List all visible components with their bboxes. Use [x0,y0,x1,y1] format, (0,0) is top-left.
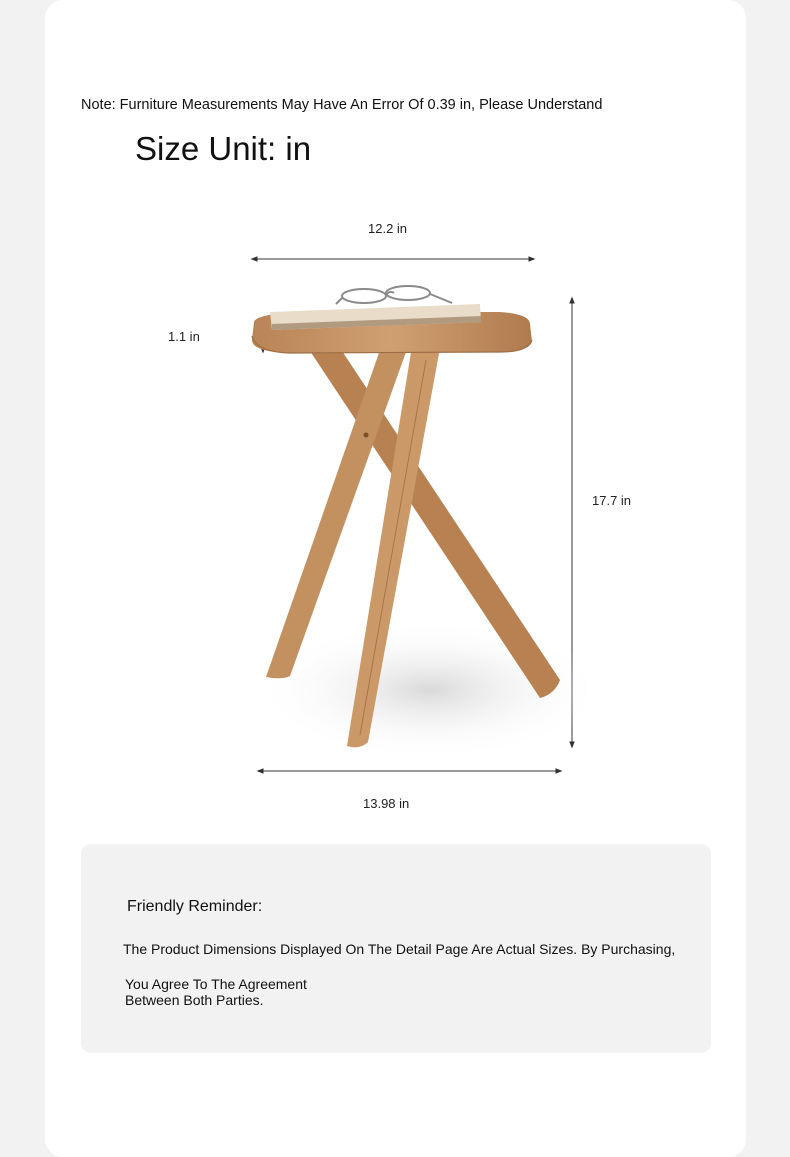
base-width-label: 13.98 in [363,796,410,811]
reminder-line-1: The Product Dimensions Displayed On The Detail Page Are Actual Sizes. By Purchasing, [123,941,676,957]
top-width-label: 12.2 in [368,221,408,236]
reminder-agreement [125,976,307,1008]
measurement-note: Note: Furniture Measurements May Have An Error Of 0.39 in, Please Understand [81,97,603,113]
top-thickness-label: 1.1 in [168,329,200,344]
leg-dowel [364,433,369,438]
glasses-icon [336,286,452,304]
friendly-reminder-box [81,844,711,1053]
reminder-line-3: Between Both Parties. [125,992,264,1008]
reminder-line-2: You Agree To The Agreement [125,976,307,992]
reminder-title: Friendly Reminder: [127,898,263,915]
height-label: 17.7 in [592,493,632,508]
size-unit-title: Size Unit: in [135,130,312,167]
